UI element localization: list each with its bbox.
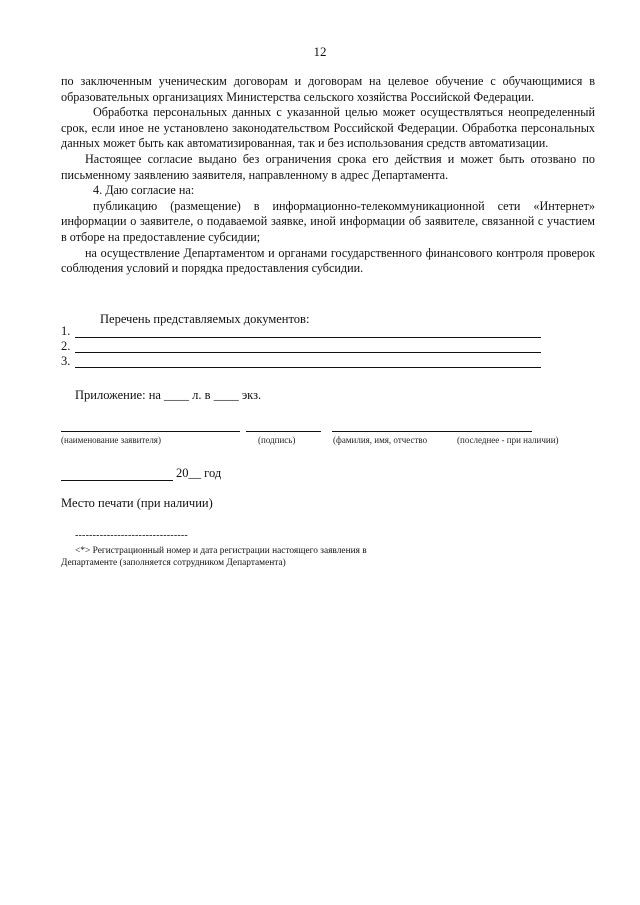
document-row-number: 2.: [61, 339, 71, 353]
footnote-line-2: Департаменте (заполняется сотрудником Департамента): [61, 558, 286, 569]
footnote-separator: --------------------------------: [75, 530, 188, 541]
full-name-caption: (фамилия, имя, отчество: [333, 435, 428, 445]
paragraph-contracts: по заключенным ученическим договорам и договорам на целевое обучение с обучающимися в образовательных организациях Министерства сельского хозяйства Российской Федерации.: [61, 74, 595, 104]
paragraph-control: на осуществление Департаментом и органами государственного финансового контроля проверок соблюдения условий и порядка предоставления субсидии.: [61, 245, 595, 276]
attachment-line: Приложение: на ____ л. в ____ экз.: [75, 388, 262, 402]
signature-line: [246, 431, 321, 432]
footnote: [61, 545, 441, 570]
document-row-3: [61, 354, 541, 369]
applicant-name-line: [61, 431, 240, 432]
paragraph-processing-term: Обработка персональных данных с указанной целью может осуществляться неопределенный срок, если иное не установлено законодательством Российской Федерации. Обработка персональных данных может быть как автоматизированная, так и без использования средств автоматизации.: [61, 105, 595, 151]
patronymic-note-caption: (последнее - при наличии): [457, 435, 559, 445]
paragraph-consent-heading: 4. Даю согласие на:: [93, 183, 195, 198]
date-line: [61, 466, 221, 481]
page-number: 12: [313, 44, 327, 59]
paragraph-consent-validity: Настоящее согласие выдано без ограничения срока его действия и может быть отозвано по письменному заявлению заявителя, направленному в адрес Департамента.: [61, 151, 595, 182]
document-row-2: [61, 339, 541, 354]
full-name-line: [332, 431, 532, 432]
document-row-number: 3.: [61, 354, 71, 368]
document-row-1: [61, 324, 541, 339]
document-row-line: [75, 367, 541, 368]
footnote-line-1: <*> Регистрационный номер и дата регистрации настоящего заявления в: [75, 546, 367, 556]
signature-caption: (подпись): [258, 435, 296, 445]
paragraph-publication: публикацию (размещение) в информационно-телекоммуникационной сети «Интернет» информации о заявителе, о подаваемой заявке, иной информации об заявителе, связанной с участием в отборе на предоставление субсидии;: [61, 198, 595, 244]
date-blank: [61, 468, 173, 481]
stamp-place: Место печати (при наличии): [61, 496, 213, 510]
date-year: 20__ год: [176, 466, 222, 480]
consent-text: [61, 74, 595, 277]
document-row-number: 1.: [61, 324, 71, 338]
applicant-name-caption: (наименование заявителя): [61, 435, 161, 445]
document-row-line: [75, 337, 541, 338]
document-row-line: [75, 352, 541, 353]
documents-list-title: Перечень представляемых документов:: [100, 312, 310, 326]
